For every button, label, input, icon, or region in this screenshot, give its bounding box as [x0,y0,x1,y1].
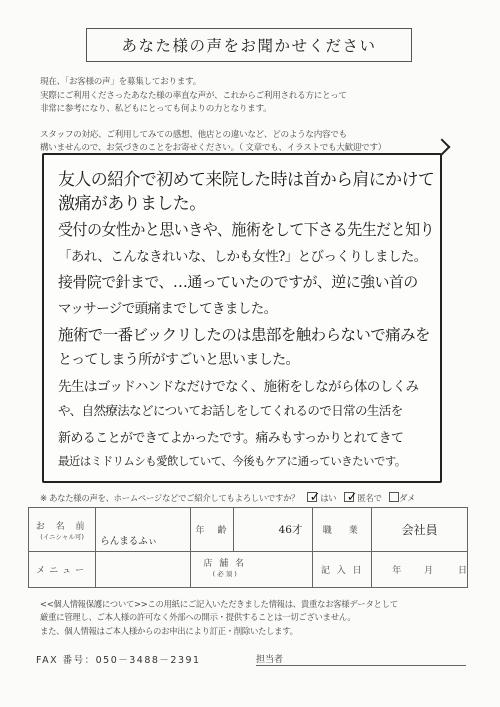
store-label: 店 舗 名 [203,559,247,569]
yes-label: はい [320,493,337,503]
store-sublabel: ( 必 須 ) [212,570,237,578]
day-label: 日 [457,566,467,576]
privacy-notice [40,598,480,638]
handwritten-line: とってしまう所がすごいと思いました。 [58,352,299,368]
handwritten-line: 友人の紹介で初めて来院した時は首から肩にかけて [58,170,435,190]
privacy-line: 厳重に管理し、ご本人様の許可なく外部への開示・提供することは一切ございません。 [40,612,356,623]
date-label-cell [313,552,372,588]
anonymous-label: 匿名で [357,493,382,503]
permission-question-text: ※ あなた様の声を、ホームページなどでご紹介してもよろしいですか？ [40,493,300,503]
intro-line: スタッフの対応、ご利用してみての感想、他店との違いなど、どのような内容でも [40,129,347,140]
privacy-line: また、個人情報はご本人様からのお申出により訂正・削除いたします。 [40,625,298,636]
handwritten-line: 施術で一番ビックリしたのは患部を触わらないで痛みを [58,326,430,344]
staff-signature-line [256,665,466,666]
job-label-cell [313,508,372,552]
intro-line: 現在、「お客様の声」を募集しております。 [40,77,201,87]
customer-info-table [28,507,468,588]
date-label: 記 入 日 [320,566,364,576]
year-label: 年 [392,566,402,576]
intro-text [40,76,480,156]
no-label: ダメ [398,493,416,503]
intro-line: 実際にご利用くださったあなた様の率直な声が、これからご利用される方にとって [40,90,347,101]
handwritten-line: 先生はゴッドハンドなだけでなく、施術をしながら体のしくみ [58,379,419,395]
menu-label-cell [29,552,96,588]
job-label: 職 業 [322,526,362,536]
menu-label: メニュー [36,566,89,576]
name-field[interactable] [96,508,190,552]
age-field[interactable] [234,508,313,552]
job-field[interactable] [372,508,468,552]
age-value: 46才 [278,524,303,536]
handwritten-line: 受付の女性かと思いきや、施術をして下さる先生だと知り [58,220,435,239]
age-label: 年 齢 [195,526,229,536]
privacy-line: <<個人情報保護について>>この用紙にご記入いただきました情報は、貴重なお客様データとして [40,599,398,609]
menu-field[interactable] [96,552,190,588]
check-mark-icon: ✓ [309,490,321,505]
handwritten-line: 新めることができてよかったです。痛みもすっかりとれてきて [58,431,404,446]
name-sublabel: (イニシャル可) [40,532,84,541]
staff-label: 担当者 [256,655,284,665]
no-checkbox[interactable] [389,492,399,502]
handwritten-line: や、自然療法などについてお話しをしてくれるので日常の生活を [58,403,403,418]
name-value: らんまるふぃ [100,536,158,547]
check-mark-icon: ✓ [346,490,358,505]
fax-number: FAX 番号：050－3488－2391 [36,655,201,666]
month-label: 月 [424,566,434,576]
intro-line: 非常に参考になり、私どもにとっても何よりの力となります。 [40,104,272,115]
store-cell[interactable] [190,552,313,588]
age-label-cell [190,508,234,552]
handwritten-line: 激痛がありました。 [58,194,206,214]
handwritten-line: 最近はミドリムシも愛飲していて、今後もケアに通っていきたいです。 [58,454,406,468]
permission-question [40,490,415,505]
page-title: あなた様の声をお聞かせください [86,28,412,62]
handwritten-line: マッサージで頭痛までしてきました。 [58,301,277,317]
intro-line: 構いませんので、お気づきのことをお寄せください。（ 文章でも、イラストでも大歓迎です） [40,143,387,154]
handwritten-line: 接骨院で針まで、…通っていたのですが、逆に強い首の [58,273,418,291]
job-value: 会社員 [401,523,438,537]
date-field[interactable] [372,552,468,588]
name-label-cell [29,508,96,552]
name-label: お 名 前 [35,521,89,532]
handwritten-line: 「あれ、こんなきれいな、しかも女性?」とびっくりしました。 [58,249,427,265]
